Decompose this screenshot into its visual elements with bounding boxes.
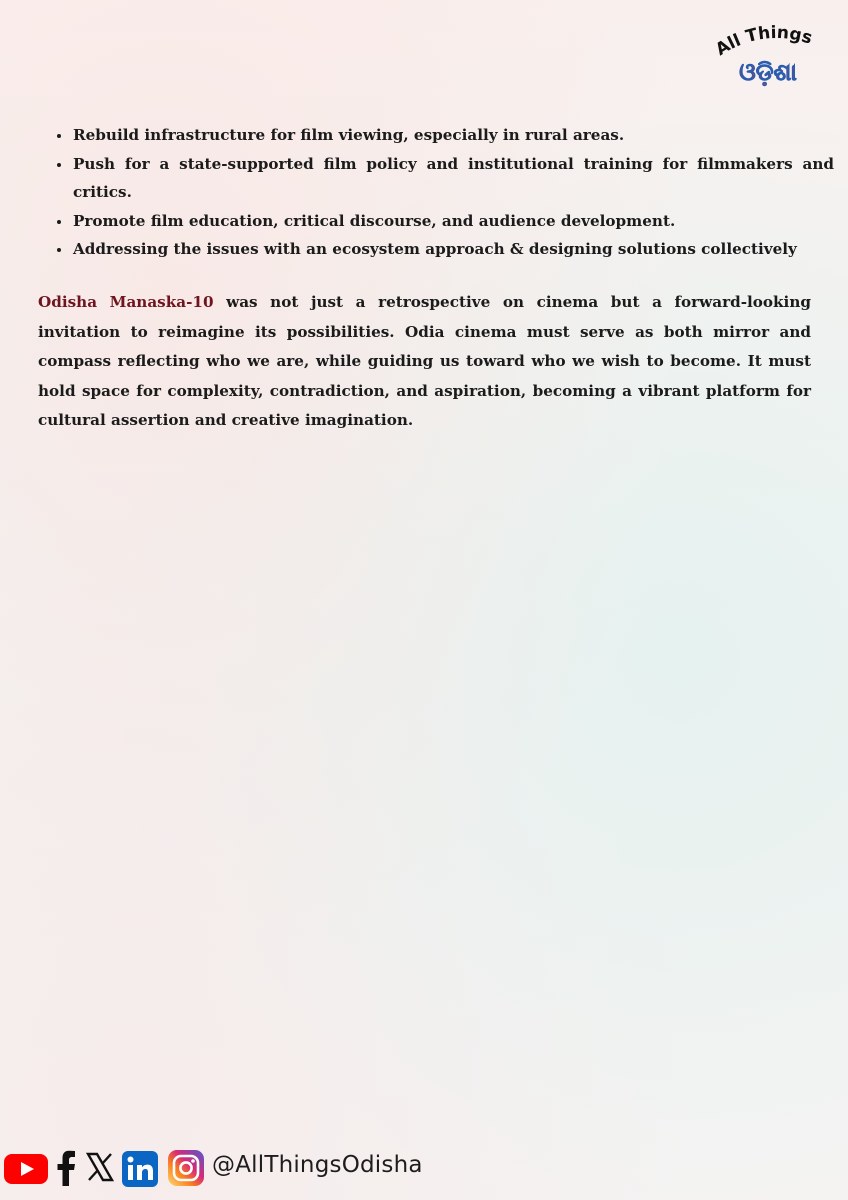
event-name-highlight: Odisha Manaska-10	[38, 293, 214, 311]
facebook-icon[interactable]	[56, 1150, 76, 1190]
instagram-icon[interactable]	[168, 1150, 204, 1190]
linkedin-icon[interactable]	[122, 1151, 158, 1191]
brand-logo	[712, 20, 822, 88]
recommendation-list	[48, 121, 834, 264]
list-item: • Promote film education, critical discourse, and audience development.	[72, 207, 834, 236]
conclusion-paragraph	[38, 288, 811, 436]
list-item: • Push for a state-supported film policy and institutional training for filmmakers and critics.	[72, 150, 834, 207]
logo-line1: All Things	[712, 22, 815, 61]
x-icon[interactable]	[86, 1152, 114, 1186]
social-footer	[0, 1148, 520, 1188]
social-handle[interactable]: @AllThingsOdisha	[212, 1152, 423, 1178]
list-item: • Rebuild infrastructure for film viewing, especially in rural areas.	[72, 121, 834, 150]
logo-line2: ଓଡ଼ିଶା	[739, 58, 797, 86]
list-item: • Addressing the issues with an ecosystem approach & designing solutions collectively	[72, 235, 834, 264]
paragraph-text: was not just a retrospective on cinema but a forward-looking invitation to reimagine its possibilities. Odia cinema must serve as both mirror and compass reflecting who we are, while guiding us toward who we wish to become. It must hold space for complexity, contradiction, and aspiration, becoming a vibrant platform for cultural assertion and creative imagination.	[38, 293, 811, 429]
youtube-icon[interactable]	[4, 1154, 48, 1188]
